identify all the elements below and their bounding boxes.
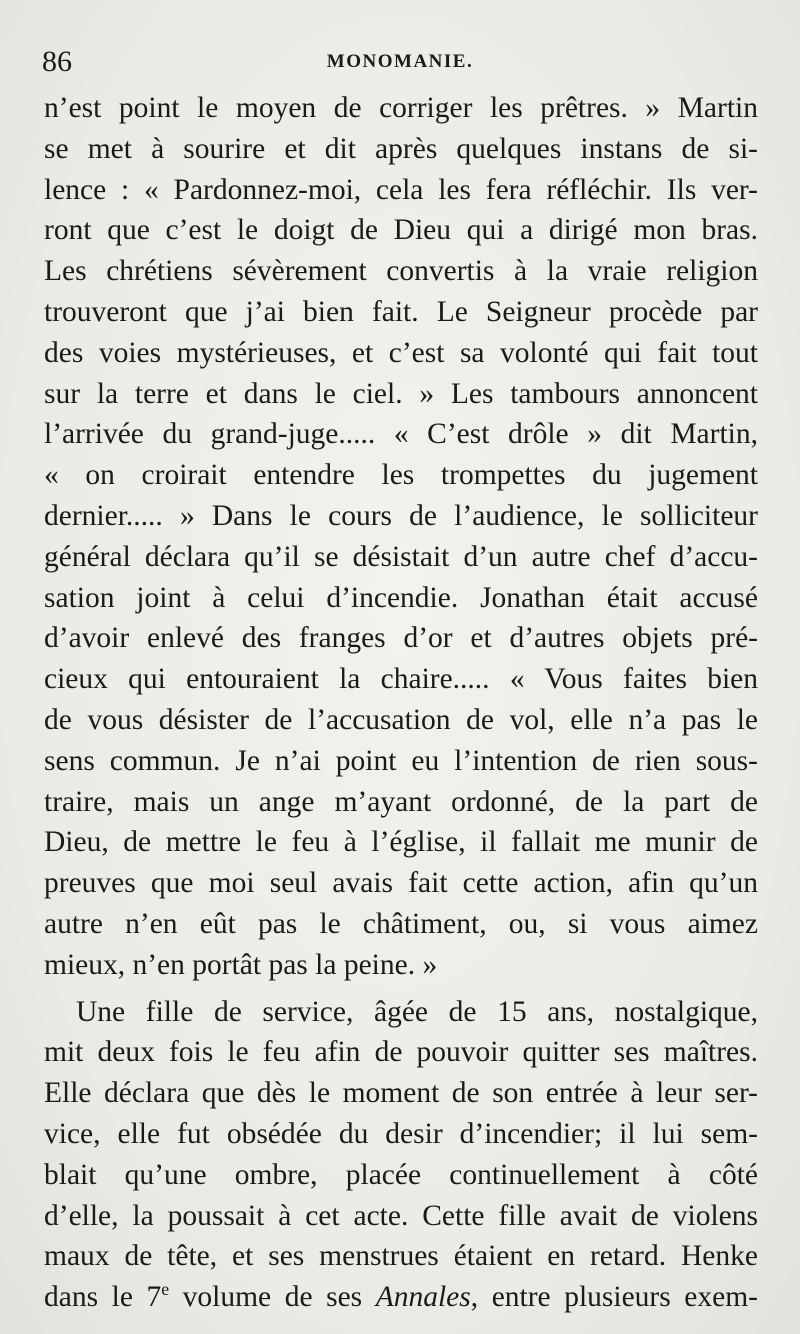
text-line: autre n’en eût pas le châtiment, ou, si vous aimez: [44, 907, 758, 940]
text-line: général déclara qu’il se désistait d’un autre chef d’accu-: [44, 540, 758, 573]
text-segment: , entre plusieurs exem-: [470, 1281, 758, 1314]
text-segment: volume de ses: [169, 1281, 376, 1314]
text-line: cieux qui entouraient la chaire..... « Vous faites bien: [44, 663, 758, 696]
text-line: preuves que moi seul avais fait cette action, afin qu’un: [44, 867, 758, 900]
page-header: [42, 42, 758, 82]
text-line: lence : « Pardonnez-moi, cela les fera réfléchir. Ils ver-: [44, 173, 758, 206]
text-line: « on croirait entendre les trompettes du jugement: [44, 459, 758, 492]
italic-title: Annales: [375, 1281, 471, 1314]
paragraph-1: [44, 88, 758, 986]
text-line: d’avoir enlevé des franges d’or et d’autres objets pré-: [44, 622, 758, 655]
text-line: Dieu, de mettre le feu à l’église, il fallait me munir de: [44, 826, 758, 859]
text-line: traire, mais un ange m’ayant ordonné, de la part de: [44, 785, 758, 818]
text-line: mit deux fois le feu afin de pouvoir quitter ses maîtres.: [44, 1036, 758, 1069]
body-text: [44, 88, 758, 1318]
text-line: maux de tête, et ses menstrues étaient en retard. Henke: [44, 1240, 758, 1273]
text-line: se met à sourire et dit après quelques instans de si-: [44, 132, 758, 165]
text-line: vice, elle fut obsédée du desir d’incendier; il lui sem-: [44, 1117, 758, 1150]
text-line: Les chrétiens sévèrement convertis à la vraie religion: [44, 255, 758, 288]
text-line-last: [44, 1277, 758, 1318]
text-line: Elle déclara que dès le moment de son entrée à leur ser-: [44, 1077, 758, 1110]
text-line: n’est point le moyen de corriger les prêtres. » Martin: [44, 92, 758, 124]
text-line: trouveront que j’ai bien fait. Le Seigneur procède par: [44, 295, 758, 328]
text-line: l’arrivée du grand-juge..... « C’est drôle » dit Martin,: [44, 418, 758, 451]
text-line: sens commun. Je n’ai point eu l’intention de rien sous-: [44, 744, 758, 777]
text-line: mieux, n’en portât pas la peine. »: [44, 948, 438, 981]
text-line: d’elle, la poussait à cet acte. Cette fille avait de violens: [44, 1199, 758, 1232]
text-line: Une fille de service, âgée de 15 ans, nostalgique,: [76, 995, 758, 1028]
text-line: dernier..... » Dans le cours de l’audience, le solliciteur: [44, 499, 758, 532]
text-line: sation joint à celui d’incendie. Jonathan était accusé: [44, 581, 758, 614]
text-line: sur la terre et dans le ciel. » Les tambours annoncent: [44, 377, 758, 410]
page-number: 86: [42, 45, 72, 78]
text-segment: dans le 7: [44, 1281, 162, 1314]
text-line: de vous désister de l’accusation de vol, elle n’a pas le: [44, 703, 758, 736]
text-line: blait qu’une ombre, placée continuellement à côté: [44, 1158, 758, 1191]
paragraph-2: [44, 992, 758, 1318]
text-line: ront que c’est le doigt de Dieu qui a dirigé mon bras.: [44, 214, 758, 247]
superscript: e: [161, 1279, 170, 1300]
text-line: des voies mystérieuses, et c’est sa volonté qui fait tout: [44, 336, 758, 369]
running-title: MONOMANIE.: [326, 51, 474, 72]
